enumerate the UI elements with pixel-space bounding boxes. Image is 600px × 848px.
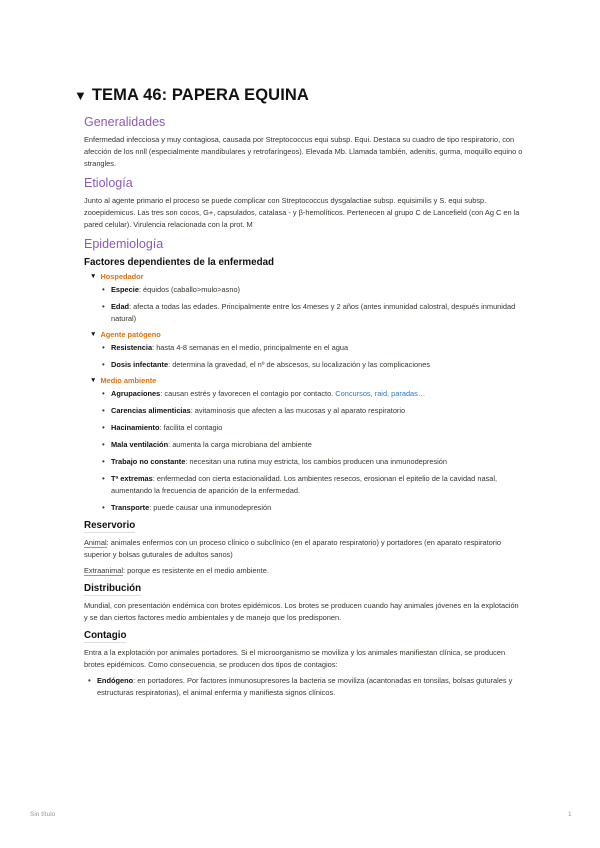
etiologia-text: Junto al agente primario el proceso se puede complicar con Streptococcus dysgalactiae subsp. equisimilis y S. equi subsp. zooepidemicus. Las tres son cocos, G+, capsulados, catalasa - y β-hemolíticos. Pertenecen al grupo C de Lancefield (con Ag C en la pared celular). Virulencia relacionada con la prot. M (84, 196, 520, 229)
list-item: • Trabajo no constante: necesitan una rutina muy estricta, los cambios producen una inmunodepresión (102, 457, 448, 466)
triangle-down-icon[interactable]: ▼ (90, 273, 97, 280)
list-item: • Especie: équidos (caballo>mulo>asno) (102, 285, 241, 294)
bullet-icon: • (102, 457, 105, 466)
toggle-label: Medio ambiente (100, 376, 157, 385)
heading-distribucion: Distribución (84, 583, 142, 594)
contagio-text: Entra a la explotación por animales portadores. Si el microorganismo se moviliza y los animales manifiestan clínica, se producen brotes epidémicos. Como consecuencia, se producen dos tipos de contagios: (84, 648, 506, 669)
bullet-icon: • (102, 285, 105, 294)
toggle-agente[interactable] (90, 330, 524, 339)
toggle-label: Hospedador (100, 272, 144, 281)
bullet-icon: • (102, 389, 105, 398)
list-item: • Dosis infectante: determina la gravedad, el nº de abscesos, su localización y las complicaciones (102, 360, 431, 369)
triangle-down-icon[interactable]: ▼ (90, 331, 97, 338)
distribucion-text: Mundial, con presentación endémica con brotes epidémicos. Los brotes se producen cuando hay animales jóvenes en la explotación y se dan ciertos factores medio ambientales y de manejo que los predisponen. (84, 601, 519, 622)
heading-factores: Factores dependientes de la enfermedad (84, 257, 275, 268)
list-item: • Edad: afecta a todas las edades. Principalmente entre los 4meses y 2 años (antes inmunidad calostral, después inmunidad natural) (102, 302, 516, 323)
document-content (74, 86, 524, 704)
page-title: TEMA 46: PAPERA EQUINA (91, 86, 309, 104)
heading-generalidades: Generalidades (84, 115, 166, 129)
list-item: • Tª extremas: enfermedad con cierta estacionalidad. Los ambientes resecos, erosionan el epitelio de la cavidad nasal, aumentando la frecuencia de aparición de la enfermedad. (102, 474, 498, 495)
list-item: • Hacinamiento: facilita el contagio (102, 423, 223, 432)
triangle-down-icon[interactable]: ▼ (74, 88, 87, 103)
heading-reservorio: Reservorio (84, 520, 136, 531)
list-item: • Agrupaciones: causan estrés y favorecen el contagio por contacto. Concursos, raid, paradas… (102, 389, 426, 398)
medio-list (74, 388, 524, 514)
contagio-list (74, 675, 524, 699)
bullet-icon: • (102, 343, 105, 352)
bullet-icon: • (102, 423, 105, 432)
hospedador-list (74, 284, 524, 325)
list-item: • Carencias alimenticias: avitaminosis que afecten a las mucosas y al aparato respiratorio (102, 406, 406, 415)
bullet-icon: • (102, 302, 105, 311)
reservorio-animal: Animal: animales enfermos con un proceso clínico o subclínico (en el aparato respiratorio) y portadores (en aparato respiratorio superior y bolsas guturales de adultos sanos) (84, 538, 501, 559)
bullet-icon: • (102, 440, 105, 449)
bullet-icon: • (88, 676, 91, 685)
bullet-icon: • (102, 360, 105, 369)
list-item: • Endógeno: en portadores. Por factores inmunosupresores la bacteria se moviliza (acantonadas en tonsilas, bolsas guturales y estructuras respiratorias), el animal enferma y manifiesta signos clínicos. (88, 676, 513, 697)
list-item: • Transporte: puede causar una inmunodepresión (102, 503, 272, 512)
bullet-icon: • (102, 503, 105, 512)
triangle-down-icon[interactable]: ▼ (90, 377, 97, 384)
bullet-icon: • (102, 406, 105, 415)
footer-page-number: 1 (568, 811, 572, 818)
toggle-hospedador[interactable] (90, 272, 524, 281)
footer-doc-title: Sin título (30, 811, 56, 818)
bullet-icon: • (102, 474, 105, 483)
list-item: • Mala ventilación: aumenta la carga microbiana del ambiente (102, 440, 312, 449)
heading-etiologia: Etiología (84, 176, 133, 190)
reservorio-extraanimal: Extraanimal: porque es resistente en el medio ambiente. (84, 566, 269, 575)
toggle-label: Agente patógeno (100, 330, 161, 339)
title-row[interactable] (74, 86, 524, 105)
toggle-medio[interactable] (90, 376, 524, 385)
heading-epidemiologia: Epidemiología (84, 237, 164, 251)
generalidades-text: Enfermedad infecciosa y muy contagiosa, causada por Streptococcus equi subsp. Equi. Destaca su cuadro de tipo respiratorio, con afección de los nnll (especialmente mandibulares y retrofaríngeos). Elevada Mb. Llamada también, adenitis, gurma, moquillo equino o strangles. (84, 135, 523, 168)
heading-contagio: Contagio (84, 630, 127, 641)
agente-list (74, 342, 524, 371)
link-concursos[interactable]: Concursos, raid, paradas… (335, 389, 426, 398)
list-item: • Resistencia: hasta 4-8 semanas en el medio, principalmente en el agua (102, 343, 349, 352)
